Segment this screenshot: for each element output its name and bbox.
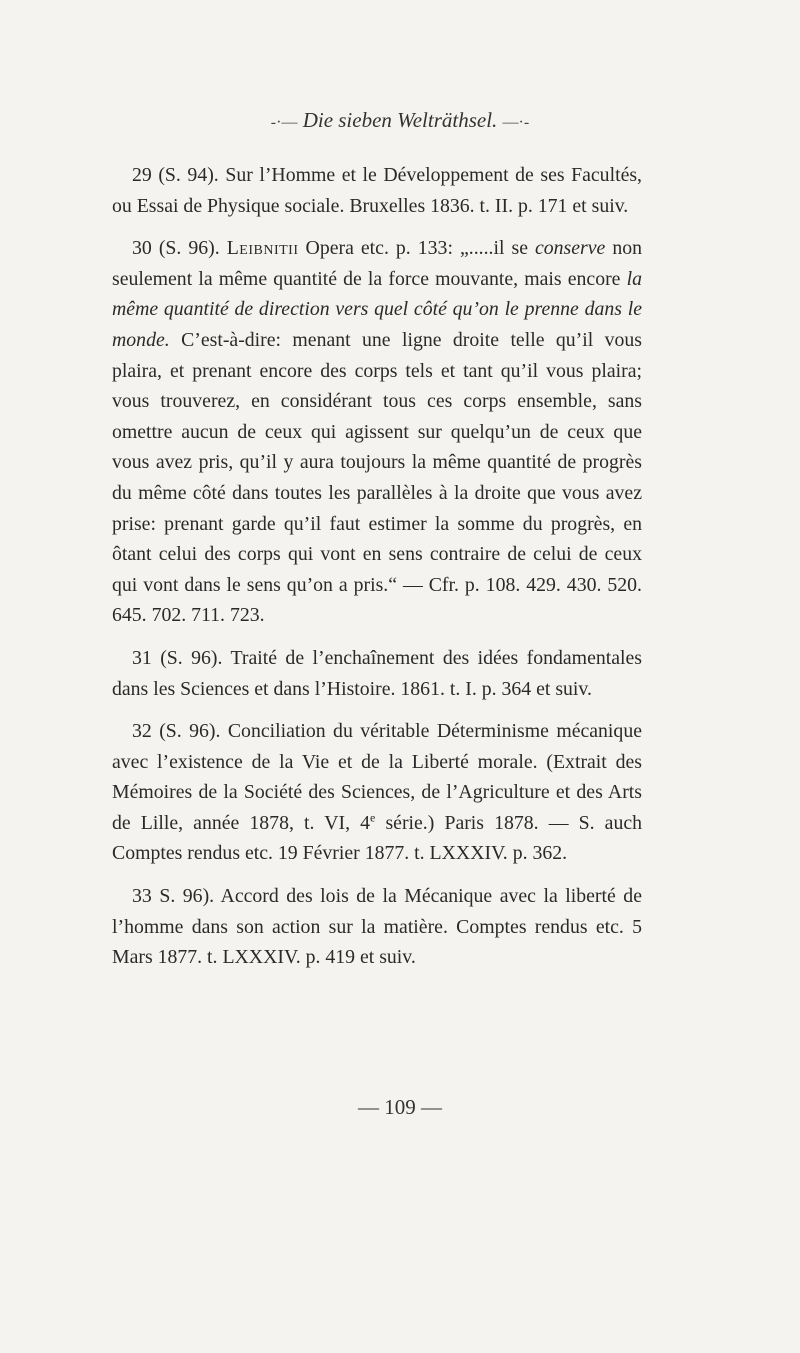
note-30 — [112, 233, 642, 631]
note-31 — [112, 643, 642, 704]
note-text: non seulement la même quantité de la force mouvante, mais encore — [112, 237, 642, 290]
note-ref: (S. 94). — [158, 164, 219, 186]
note-ref: (S. 96). — [159, 720, 221, 743]
note-italic: conserve — [535, 237, 606, 260]
note-29 — [112, 160, 642, 221]
running-title: Die sieben Welträthsel. — [302, 108, 498, 132]
note-number: 33 — [132, 885, 152, 908]
note-text: Conciliation du véritable Déterminisme mécanique avec l’existence de la Vie et de la Liberté morale. (Extrait des Mémoires de la Société des Sciences, de l’Agriculture et des Arts de Lille, année 1878, t. VI, 4 — [112, 720, 642, 834]
note-superscript: e — [370, 810, 376, 825]
note-number: 32 — [132, 720, 152, 743]
note-32 — [112, 716, 642, 869]
note-number: 31 — [132, 646, 152, 669]
note-number: 29 — [132, 164, 152, 186]
note-text: Accord des lois de la Mécanique avec la liberté de l’homme dans son action sur la matière. Comptes rendus etc. 5 Mars 1877. t. LXXXIV. p. 419 et suiv. — [112, 885, 642, 969]
ornament-right: —·- — [502, 114, 530, 131]
note-text: Traité de l’enchaînement des idées fondamentales dans les Sciences et dans l’Histoire. 1861. t. I. p. 364 et suiv. — [112, 646, 642, 700]
running-head — [0, 108, 800, 133]
page-number: — 109 — — [358, 1095, 442, 1119]
note-text: Sur l’Homme et le Développement de ses Facultés, ou Essai de Physique sociale. Bruxelles 1836. t. II. p. 171 et suiv. — [112, 164, 642, 217]
note-text: Opera etc. p. 133: „.....il se — [305, 237, 528, 260]
note-text: série.) Paris 1878. — S. auch Comptes rendus etc. 19 Février 1877. t. LXXXIV. p. 362. — [112, 811, 643, 865]
note-author: Leibnitii — [226, 237, 299, 260]
notes-body — [112, 160, 642, 985]
note-italic: la même quantité de direction vers quel côté qu’on le prenne dans le monde. — [112, 267, 642, 351]
note-number: 30 — [132, 237, 152, 260]
note-ref: (S. 96). — [160, 646, 223, 669]
ornament-left: -·— — [270, 114, 298, 131]
note-text: C’est-à-dire: menant une ligne droite telle qu’il vous plaira, et prenant encore des corps tels et tant qu’il vous plaira; vous trouverez, en considérant tous ces corps ensemble, sans omettre aucun de ceux qui agissent sur quelqu’un de ceux que vous avez pris, qu’il y aura toujours la même quantité de progrès du même côté dans toutes les parallèles à la droite que vous avez prise: prenant garde qu’il faut estimer la somme du progrès, en ôtant celui des corps qui vont en sens contraire de celui de ceux qui vont dans le sens qu’on a pris.“ — Cfr. p. 108. 429. 430. 520. 645. 702. 711. 723. — [112, 328, 642, 627]
note-ref: S. 96). — [159, 885, 215, 908]
note-33 — [112, 881, 642, 973]
note-ref: (S. 96). — [158, 237, 220, 260]
